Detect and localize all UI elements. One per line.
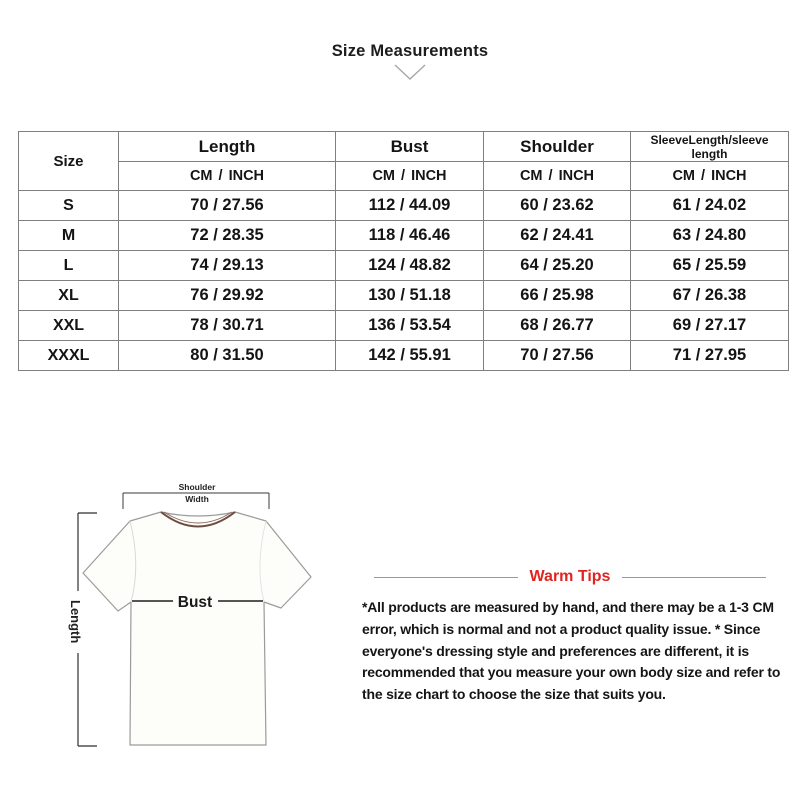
column-header-size: Size <box>19 132 119 191</box>
bust-value: 136 / 53.54 <box>336 311 484 341</box>
column-header-bust: Bust <box>336 132 484 162</box>
page-header <box>20 42 800 81</box>
shoulder-value: 70 / 27.56 <box>484 341 631 371</box>
sleeve-value: 65 / 25.59 <box>631 251 789 281</box>
table-row <box>19 311 789 341</box>
length-value: 78 / 30.71 <box>119 311 336 341</box>
warm-tips-title: Warm Tips <box>529 568 611 585</box>
table-row <box>19 251 789 281</box>
warm-tips-section <box>362 568 796 706</box>
length-value: 76 / 29.92 <box>119 281 336 311</box>
bust-value: 142 / 55.91 <box>336 341 484 371</box>
table-unit-row <box>19 162 789 191</box>
table-row <box>19 281 789 311</box>
tshirt-outline <box>83 512 311 745</box>
unit-label: CM / INCH <box>484 162 631 191</box>
shoulder-value: 60 / 23.62 <box>484 191 631 221</box>
tshirt-measurement-diagram <box>40 455 330 770</box>
shoulder-width-label-line2: Width <box>185 494 209 504</box>
length-value: 72 / 28.35 <box>119 221 336 251</box>
sleeve-value: 63 / 24.80 <box>631 221 789 251</box>
page-title: Size Measurements <box>331 42 489 60</box>
length-value: 70 / 27.56 <box>119 191 336 221</box>
unit-label: CM / INCH <box>631 162 789 191</box>
bust-value: 130 / 51.18 <box>336 281 484 311</box>
chevron-down-icon <box>392 64 428 81</box>
table-row <box>19 191 789 221</box>
size-table <box>18 131 789 371</box>
sleeve-value: 67 / 26.38 <box>631 281 789 311</box>
column-header-sleeve: SleeveLength/sleeve length <box>631 132 789 162</box>
size-value: XXXL <box>19 341 119 371</box>
table-row <box>19 221 789 251</box>
bust-value: 124 / 48.82 <box>336 251 484 281</box>
unit-label: CM / INCH <box>119 162 336 191</box>
column-header-length: Length <box>119 132 336 162</box>
warm-tips-header <box>374 568 766 586</box>
length-value: 74 / 29.13 <box>119 251 336 281</box>
table-header-row <box>19 132 789 162</box>
bust-value: 112 / 44.09 <box>336 191 484 221</box>
sleeve-value: 61 / 24.02 <box>631 191 789 221</box>
shoulder-value: 62 / 24.41 <box>484 221 631 251</box>
shoulder-value: 68 / 26.77 <box>484 311 631 341</box>
warm-tips-body: *All products are measured by hand, and there may be a 1-3 CM error, which is normal and not a product quality issue. * Since everyone's dressing style and preferences are different, it is recommended that you measure your own body size and refer to the size chart to choose the size that suits you. <box>362 599 781 703</box>
unit-label: CM / INCH <box>336 162 484 191</box>
shoulder-value: 66 / 25.98 <box>484 281 631 311</box>
size-value: M <box>19 221 119 251</box>
shoulder-value: 64 / 25.20 <box>484 251 631 281</box>
size-value: XXL <box>19 311 119 341</box>
table-row <box>19 341 789 371</box>
sleeve-value: 71 / 27.95 <box>631 341 789 371</box>
size-value: S <box>19 191 119 221</box>
shoulder-width-label-line1: Shoulder <box>178 482 216 492</box>
size-value: XL <box>19 281 119 311</box>
divider-line-left <box>374 577 518 578</box>
size-value: L <box>19 251 119 281</box>
bust-label: Bust <box>177 594 213 611</box>
column-header-shoulder: Shoulder <box>484 132 631 162</box>
bust-value: 118 / 46.46 <box>336 221 484 251</box>
length-value: 80 / 31.50 <box>119 341 336 371</box>
divider-line-right <box>622 577 766 578</box>
length-label: Length <box>68 600 83 644</box>
sleeve-value: 69 / 27.17 <box>631 311 789 341</box>
